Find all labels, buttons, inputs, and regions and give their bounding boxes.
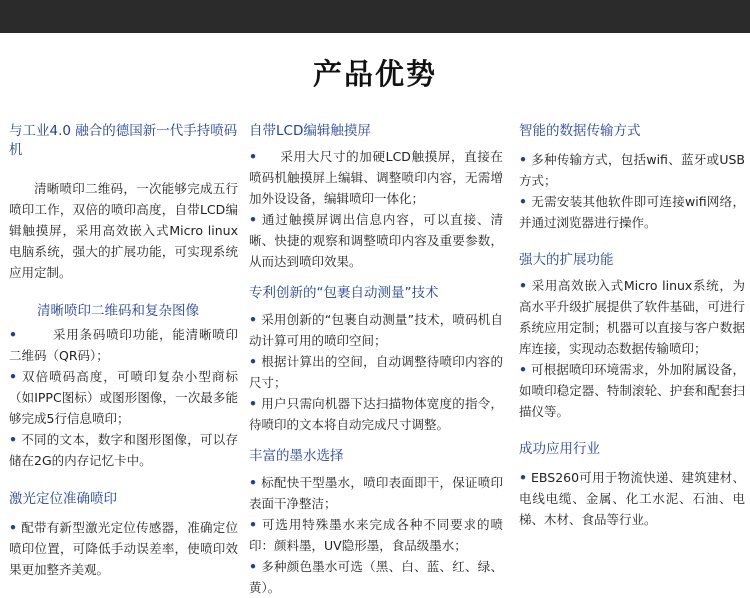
section-paragraph: 清晰喷印二维码，一次能够完成五行喷印工作，双倍的喷印高度，自带LCD编辑触摸屏，采用高效嵌入式Micro linux电脑系统，强大的扩展功能，可实现系统应用定制。 — [9, 181, 238, 280]
bullet-item: • 不同的文本，数字和图形图像，可以存储在2G的内存记忆卡中。 — [9, 432, 238, 468]
bullet-dot-icon: • — [519, 362, 527, 377]
bullet-item: • 多种颜色墨水可选（黑、白、蓝、红、绿、黄）。 — [249, 559, 503, 595]
bullet-dot-icon: • — [519, 194, 527, 209]
section-lcd-touchscreen — [249, 122, 503, 272]
bullet-item: • 采用大尺寸的加硬LCD触摸屏，直接在喷码机触摸屏上编辑、调整喷印内容，无需增加外设设备，编辑喷印一体化； — [249, 149, 503, 206]
bullet-dot-icon: • — [249, 354, 257, 369]
bullet-dot-icon: • — [519, 470, 527, 485]
section-industries — [519, 440, 745, 530]
bullet-item: • 标配快干型墨水，喷印表面即干，保证喷印表面干净整洁； — [249, 475, 503, 511]
bullet-item: • 可选用特殊墨水来完成各种不同要求的喷印：颜料墨，UV隐形墨，食品级墨水； — [249, 517, 503, 553]
bullet-item: • 采用高效嵌入式Micro linux系统，为高水平升级扩展提供了软件基础，可进行系统应用定制；机器可以直接与客户数据库连接，实现动态数据传输喷印； — [519, 278, 745, 356]
bullet-dot-icon: • — [249, 149, 257, 164]
section-title: 专利创新的“包裹自动测量”技术 — [249, 285, 439, 301]
bullet-item: • EBS260可用于物流快递、建筑建材、电线电缆、金属、化工水泥、石油、电梯、木材、食品等行业。 — [519, 470, 745, 527]
bullet-dot-icon: • — [249, 212, 257, 227]
bullet-item: • 无需安装其他软件即可连接wifi网络，并通过浏览器进行操作。 — [519, 194, 745, 230]
column-right — [519, 122, 745, 530]
bullet-item: • 通过触摸屏调出信息内容，可以直接、清晰、快捷的观察和调整喷印内容及重要参数，从而达到喷印效果。 — [249, 212, 503, 269]
bullet-item: • 可根据喷印环境需求，外加附属设备，如喷印稳定器、特制滚轮、护套和配套扫描仪等。 — [519, 362, 745, 419]
bullet-item: • 配带有新型激光定位传感器，准确定位喷印位置，可降低手动误差率，使喷印效果更加整齐美观。 — [9, 520, 238, 577]
top-bar — [0, 0, 750, 33]
bullet-item: • 采用创新的“包裹自动测量”技术，喷码机自动计算可用的喷印空间； — [249, 312, 503, 348]
bullet-dot-icon: • — [9, 520, 17, 535]
section-data-transfer — [519, 122, 745, 233]
section-auto-measure — [249, 284, 503, 435]
section-title: 与工业4.0 融合的德国新一代手持喷码机 — [9, 123, 238, 158]
bullet-dot-icon: • — [9, 432, 17, 447]
bullet-dot-icon: • — [9, 327, 17, 342]
section-title: 自带LCD编辑触摸屏 — [249, 123, 371, 139]
bullet-item: • 用户只需向机器下达扫描物体宽度的指令，待喷印的文本将自动完成尺寸调整。 — [249, 396, 503, 432]
bullet-dot-icon: • — [519, 152, 527, 167]
section-title: 清晰喷印二维码和复杂图像 — [37, 303, 199, 319]
section-title: 激光定位准确喷印 — [9, 491, 117, 507]
section-industry40 — [9, 122, 238, 283]
bullet-item: • 双倍喷码高度，可喷印复杂小型商标（如IPPC图标）或图形图像，一次最多能够完成5行信息喷印； — [9, 369, 238, 426]
bullet-item: • 根据计算出的空间，自动调整待喷印内容的尺寸； — [249, 354, 503, 390]
section-laser-positioning — [9, 490, 238, 580]
bullet-dot-icon: • — [249, 312, 257, 327]
section-qr-printing — [9, 302, 238, 471]
bullet-dot-icon: • — [249, 475, 257, 490]
section-title: 强大的扩展功能 — [519, 252, 614, 268]
page-title: 产品优势 — [312, 57, 437, 91]
bullet-dot-icon: • — [249, 517, 257, 532]
bullet-item: • 采用条码喷印功能，能清晰喷印二维码（QR码）； — [9, 327, 238, 363]
section-expansion — [519, 251, 745, 422]
bullet-dot-icon: • — [249, 396, 257, 411]
section-ink-options — [249, 447, 503, 598]
column-middle — [249, 122, 503, 598]
bullet-dot-icon: • — [519, 278, 527, 293]
section-title: 智能的数据传输方式 — [519, 123, 641, 139]
column-left — [9, 122, 238, 580]
bullet-dot-icon: • — [249, 559, 257, 574]
bullet-dot-icon: • — [9, 369, 17, 384]
bullet-item: • 多种传输方式，包括wifi、蓝牙或USB方式； — [519, 152, 745, 188]
section-title: 丰富的墨水选择 — [249, 448, 344, 464]
section-title: 成功应用行业 — [519, 441, 600, 457]
